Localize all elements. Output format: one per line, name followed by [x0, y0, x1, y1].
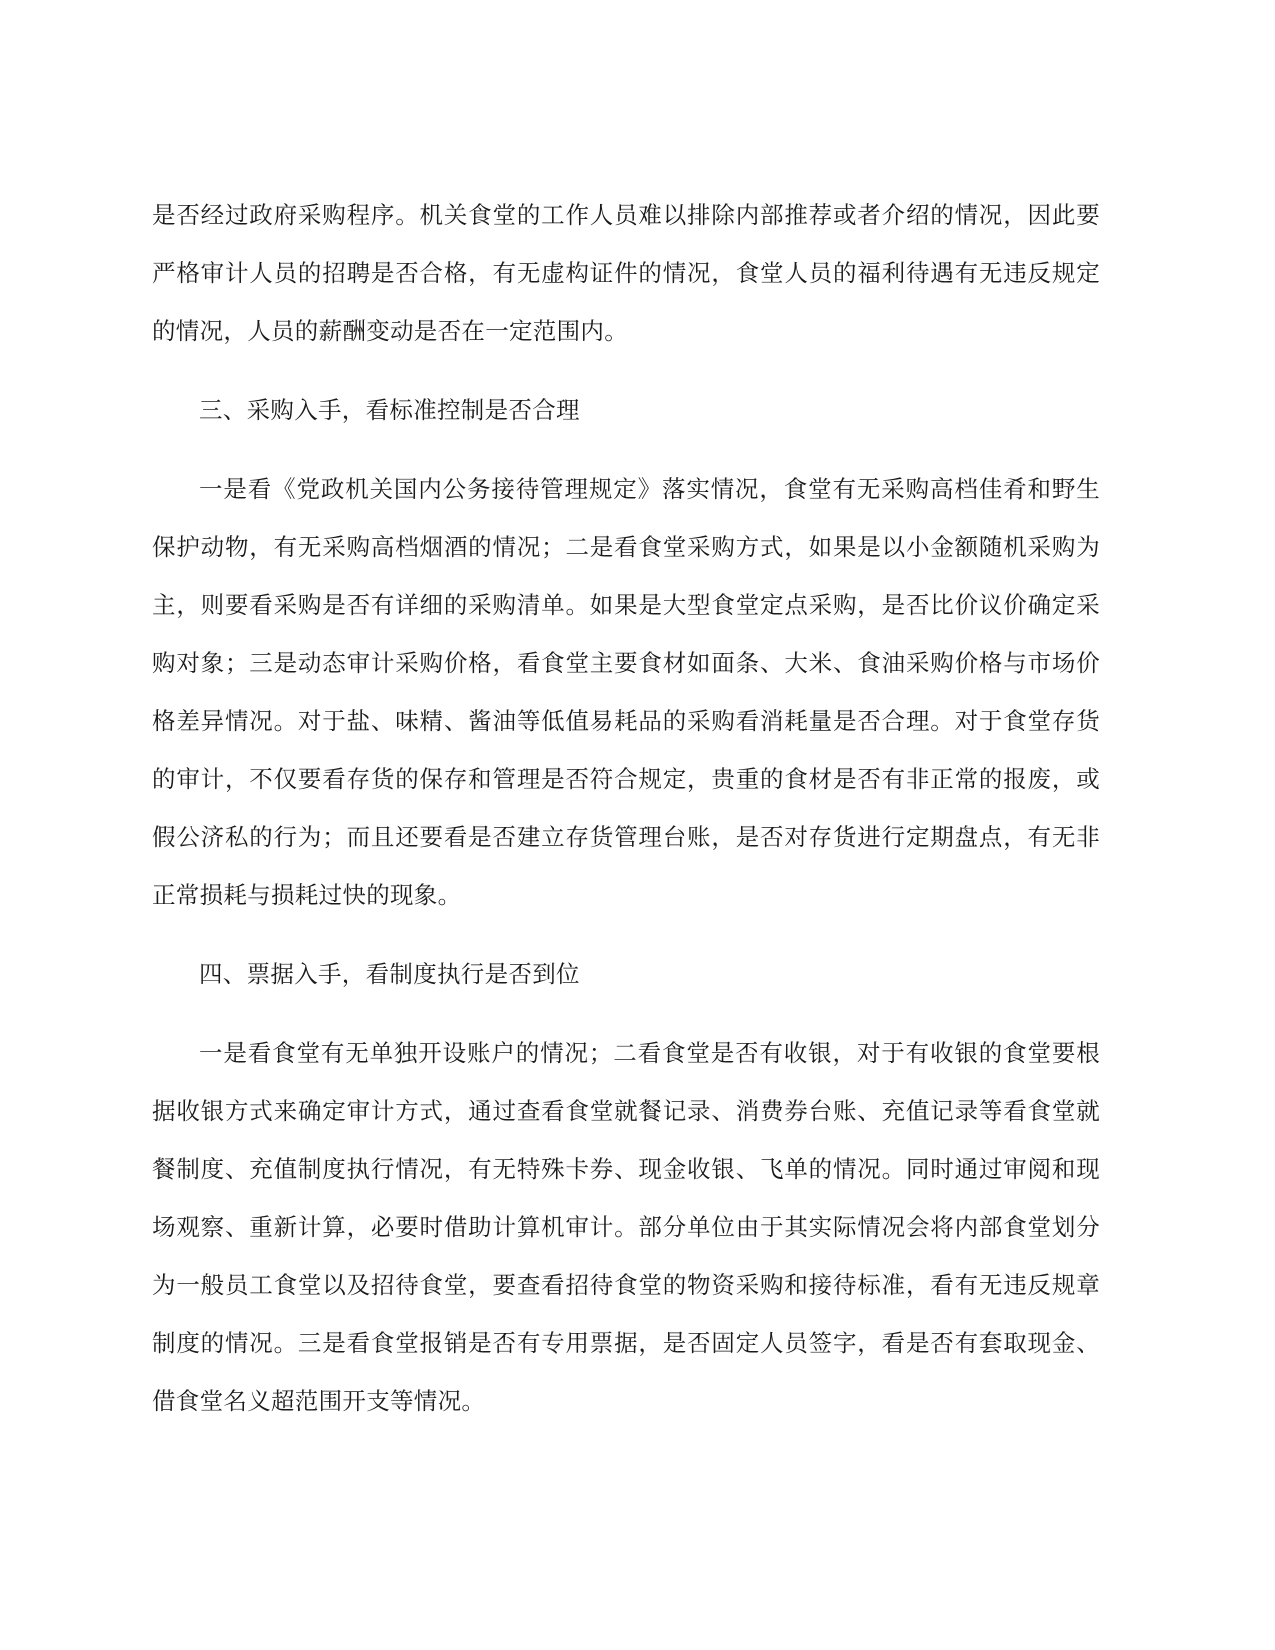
section-heading-procurement: 三、采购入手，看标准控制是否合理 — [199, 396, 580, 424]
document-page — [152, 186, 1100, 1430]
section-heading-receipts: 四、票据入手，看制度执行是否到位 — [199, 960, 580, 988]
paragraph-receipts: 一是看食堂有无单独开设账户的情况；二看食堂是否有收银，对于有收银的食堂要根据收银方式来确定审计方式，通过查看食堂就餐记录、消费券台账、充值记录等看食堂就餐制度、充值制度执行情况，有无特殊卡券、现金收银、飞单的情况。同时通过审阅和现场观察、重新计算，必要时借助计算机审计。部分单位由于其实际情况会将内部食堂划分为一般员工食堂以及招待食堂，要查看招待食堂的物资采购和接待标准，看有无违反规章制度的情况。三是看食堂报销是否有专用票据，是否固定人员签字，看是否有套取现金、借食堂名义超范围开支等情况。 — [152, 1039, 1100, 1415]
paragraph-procurement: 一是看《党政机关国内公务接待管理规定》落实情况，食堂有无采购高档佳肴和野生保护动物，有无采购高档烟酒的情况；二是看食堂采购方式，如果是以小金额随机采购为主，则要看采购是否有详细的采购清单。如果是大型食堂定点采购，是否比价议价确定采购对象；三是动态审计采购价格，看食堂主要食材如面条、大米、食油采购价格与市场价格差异情况。对于盐、味精、酱油等低值易耗品的采购看消耗量是否合理。对于食堂存货的审计，不仅要看存货的保存和管理是否符合规定，贵重的食材是否有非正常的报废，或假公济私的行为；而且还要看是否建立存货管理台账，是否对存货进行定期盘点，有无非正常损耗与损耗过快的现象。 — [152, 475, 1100, 909]
paragraph-staffing-continued: 是否经过政府采购程序。机关食堂的工作人员难以排除内部推荐或者介绍的情况，因此要严格审计人员的招聘是否合格，有无虚构证件的情况，食堂人员的福利待遇有无违反规定的情况，人员的薪酬变动是否在一定范围内。 — [152, 201, 1100, 345]
